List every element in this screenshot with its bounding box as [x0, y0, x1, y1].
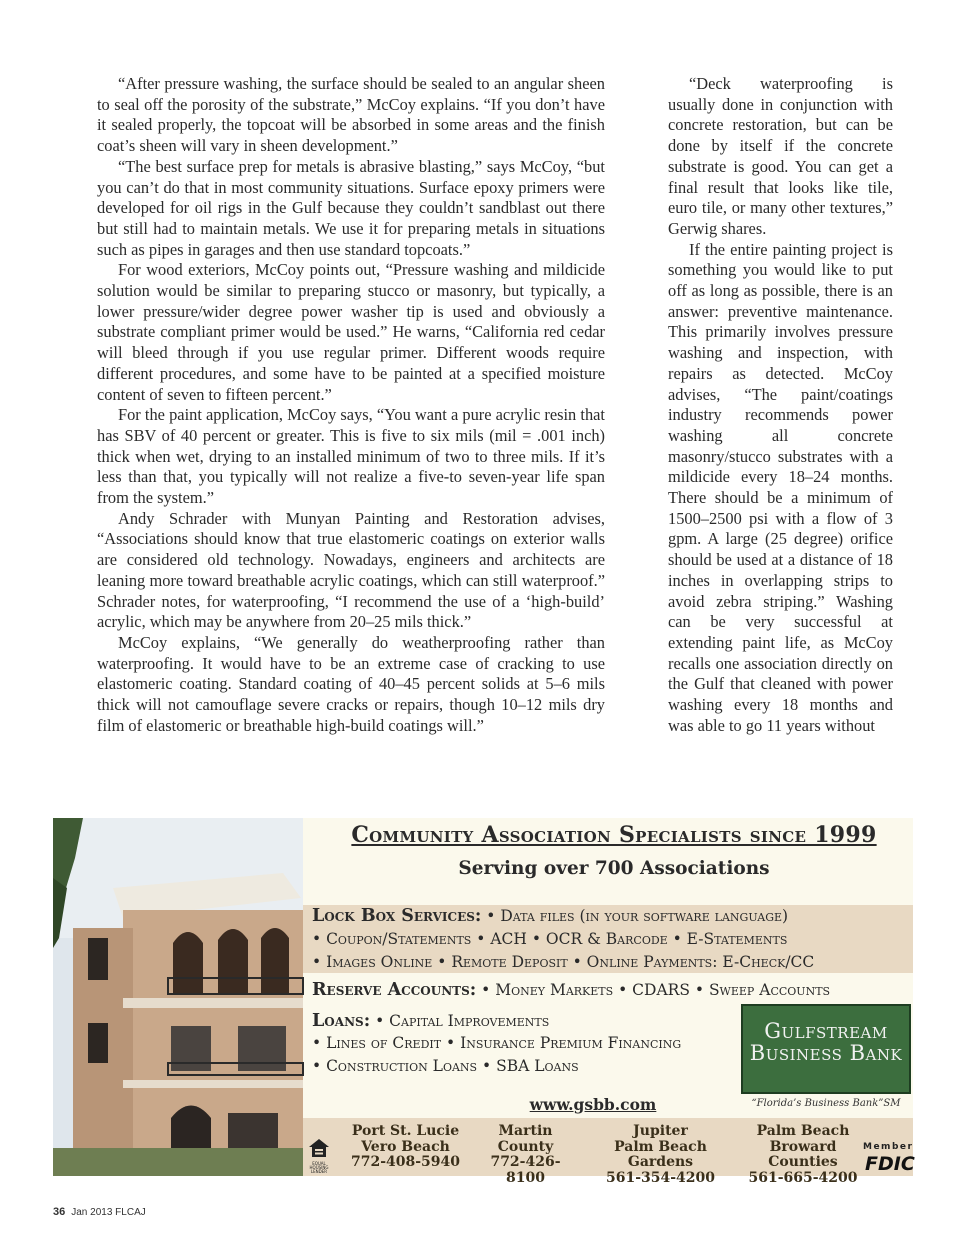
article-paragraph: For the paint application, McCoy says, “You want a pure acrylic resin that has SBV of 40 percent or greater. This is five to six mils (mil = .001 inch) thick when wet, drying to an installed minimum of two to three mils. If it’s less than that, you typically will not realize a five-to seven-year life span from the system.”: [97, 405, 605, 508]
article-right-column: [668, 74, 893, 737]
article-paragraph: “The best surface prep for metals is abrasive blasting,” says McCoy, “but you can’t do that in most community situations. Surface epoxy primers were developed for oil rigs in the Gulf because they couldn’t sandblast out there but still had to maintain metals. We use it for preparing metals in situations such as pipes in garages and then use standard topcoats.”: [97, 156, 605, 259]
ad-subtitle: Serving over 700 Associations: [458, 858, 770, 879]
loans-line-3: • Construction Loans • SBA Loans: [312, 1057, 579, 1075]
house-icon: [308, 1138, 330, 1158]
lockbox-line-2: • Coupon/Statements • ACH • OCR & Barcode • E-Statements: [312, 930, 788, 948]
reserve-heading: Reserve Accounts:: [312, 980, 477, 1000]
article-paragraph: “Deck waterproofing is usually done in conjunction with concrete restoration, but can be done by itself if the concrete substrate is good. You can get a final result that looks like tile, euro tile, or many other textures,” Gerwig shares.: [668, 74, 893, 238]
location-martin-county: Martin County 772-426-8100: [490, 1123, 561, 1186]
lockbox-line-1: Lock Box Services: • Data files (in your software language): [312, 906, 789, 926]
fdic-logo: FDIC: [865, 1153, 915, 1175]
bank-logo: [741, 1004, 911, 1094]
loans-line-2: • Lines of Credit • Insurance Premium Financing: [312, 1034, 682, 1052]
bank-name-line-1: Gulfstream: [764, 1019, 888, 1043]
building-photo: [53, 818, 303, 1176]
bank-website-link[interactable]: www.gsbb.com: [529, 1095, 657, 1114]
location-jupiter: Jupiter Palm Beach Gardens 561-354-4200: [605, 1123, 716, 1186]
location-port-st-lucie: Port St. Lucie Vero Beach 772-408-5940: [350, 1123, 461, 1170]
article-paragraph: McCoy explains, “We generally do weatherproofing rather than waterproofing. It would have to be an extreme case of cracking to use elastomeric coating. Standard coating of 40–45 percent solids at 5–6 mils thick will not camouflage severe cracks or repairs, though 10–12 mils dry film of elastomeric or breathable high-build coatings will.”: [97, 632, 605, 735]
locations-band: [303, 1118, 915, 1186]
loans-heading: Loans:: [312, 1011, 371, 1031]
article-paragraph: For wood exteriors, McCoy points out, “Pressure washing and mildicide solution would be similar to preparing stucco or masonry, but typically, a lower pressure/wider degree power washer tip is used and obviously a substrate compliant primer would be used.” He warns, “California red cedar will bleed through if you use regular primer. Different woods require different procedures, and some have to be painted at a specified moisture content of seven to fifteen percent.”: [97, 260, 605, 404]
loans-line-1: Loans: • Capital Improvements: [312, 1011, 550, 1031]
article-paragraph: If the entire painting project is something you would like to put off as long as possible, there is an answer: preventive maintenance. This primarily involves pressure washing and inspection, with repairs as detected. McCoy advises, “The paint/coatings industry recommends power washing all concrete masonry/stucco substrates with a mildicide every 18–24 months. There should be a minimum of 1500–2500 psi with a flow of 3 gpm. A large (25 degree) orifice should be used at a distance of 18 inches in overlapping strips to avoid zebra striping.” Washing can be very successful at extending paint life, as McCoy recalls one association directly on the Gulf that cleaned with power washing every 18 months and was able to go 11 years without: [668, 239, 893, 735]
issue-label: Jan 2013 FLCAJ: [71, 1207, 146, 1218]
equal-housing-lender-icon: EQUAL HOUSING LENDER: [308, 1138, 330, 1174]
location-palm-beach: Palm Beach Broward Counties 561-665-4200: [748, 1123, 858, 1186]
article-paragraph: Andy Schrader with Munyan Painting and Restoration advises, “Associations should know that true elastomeric coatings on exterior walls are considered old technology. Nowadays, engineers and architects are leaning more toward breathable acrylic coatings, which can still waterproof.” Schrader notes, for waterproofing, “I recommend the use of a ‘high-build’ acrylic, which may be anywhere from 20–25 mils thick.”: [97, 508, 605, 632]
page-footer: [53, 1206, 146, 1218]
article-paragraph: “After pressure washing, the surface should be sealed to an angular sheen to seal off the porosity of the substrate,” McCoy explains. “If you don’t have it sealed properly, the topcoat will be absorbed in some areas and the finish coat’s sheen will vary in sheen development.”: [97, 74, 605, 156]
bank-advertisement: [53, 818, 915, 1186]
bank-name-line-2: Business Bank: [749, 1041, 903, 1065]
ad-title: Community Association Specialists since 1999: [351, 822, 877, 848]
lockbox-line-3: • Images Online • Remote Deposit • Online Payments: E-Check/CC: [312, 953, 815, 971]
article-left-column: [97, 74, 605, 737]
lockbox-heading: Lock Box Services:: [312, 906, 482, 926]
reserve-accounts-line: Reserve Accounts: • Money Markets • CDARS • Sweep Accounts: [312, 980, 831, 1000]
page-number: 36: [53, 1206, 66, 1218]
bank-tagline: “Florida’s Business Bank”SM: [751, 1098, 901, 1109]
member-label: Member: [863, 1142, 914, 1152]
